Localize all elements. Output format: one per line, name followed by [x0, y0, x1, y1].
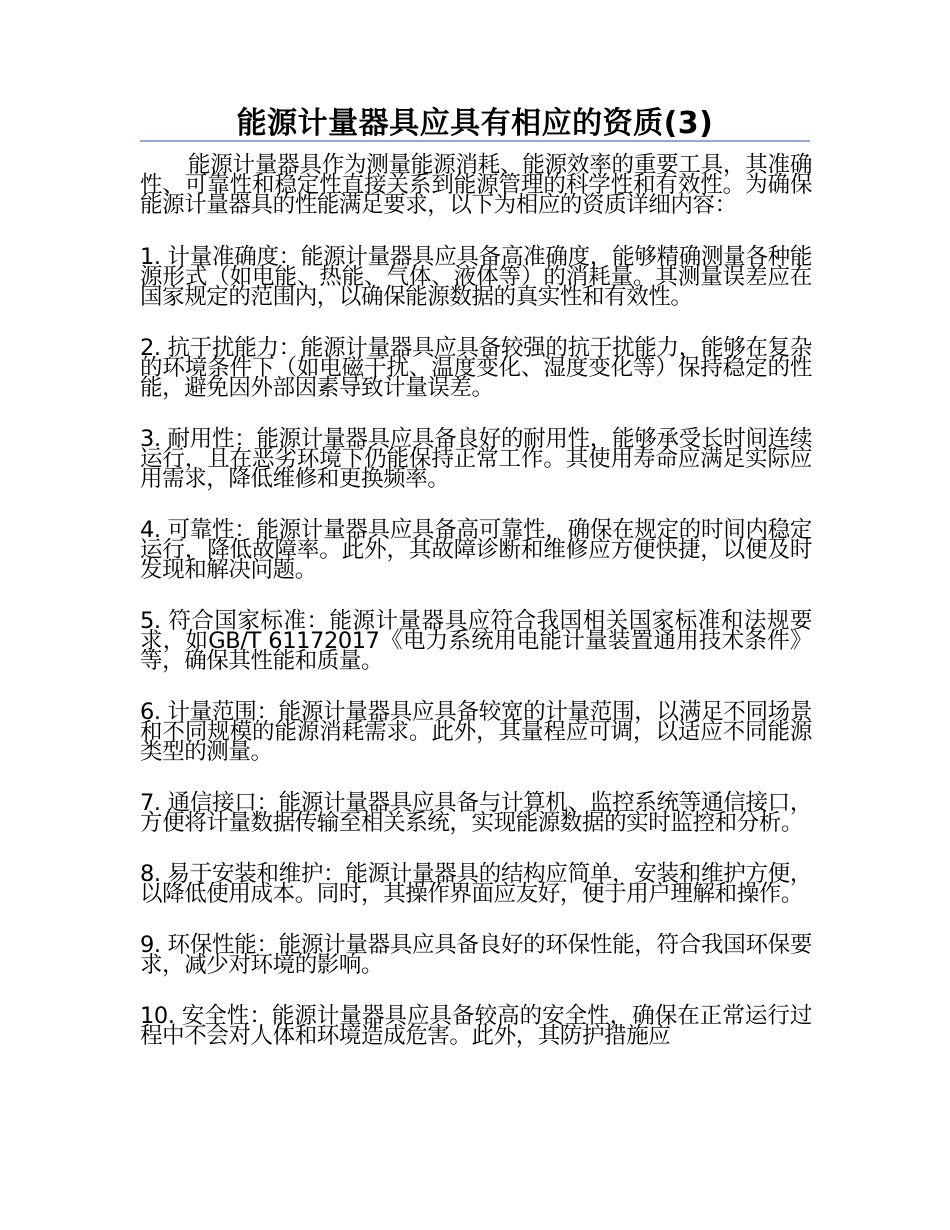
item-safety: 10. 安全性：能源计量器具应具备较高的安全性，确保在正常运行过程中不会对人体和环境造成危害。此外，其防护措施应 — [140, 1003, 812, 1049]
document-content — [140, 152, 812, 1049]
item-anti-interference: 2. 抗干扰能力：能源计量器具应具备较强的抗干扰能力，能够在复杂的环境条件下（如电磁干扰、温度变化、湿度变化等）保持稳定的性能，避免因外部因素导致计量误差。 — [140, 335, 812, 401]
item-installation-maintenance: 8. 易于安装和维护：能源计量器具的结构应简单，安装和维护方便，以降低使用成本。同时，其操作界面应友好，便于用户理解和操作。 — [140, 861, 812, 907]
item-national-standard: 5. 符合国家标准：能源计量器具应符合我国相关国家标准和法规要求，如GB/T 61172017《电力系统用电能计量装置通用技术条件》等，确保其性能和质量。 — [140, 608, 812, 674]
item-communication-interface: 7. 通信接口：能源计量器具应具备与计算机、监控系统等通信接口，方便将计量数据传输至相关系统，实现能源数据的实时监控和分析。 — [140, 790, 812, 836]
item-reliability: 4. 可靠性：能源计量器具应具备高可靠性，确保在规定的时间内稳定运行，降低故障率。此外，其故障诊断和维修应方便快捷，以便及时发现和解决问题。 — [140, 517, 812, 583]
title-underline — [140, 140, 810, 142]
item-environmental: 9. 环保性能：能源计量器具应具备良好的环保性能，符合我国环保要求，减少对环境的影响。 — [140, 932, 812, 978]
item-accuracy: 1. 计量准确度：能源计量器具应具备高准确度，能够精确测量各种能源形式（如电能、热能、气体、液体等）的消耗量。其测量误差应在国家规定的范围内，以确保能源数据的真实性和有效性。 — [140, 244, 812, 310]
intro-paragraph: 能源计量器具作为测量能源消耗、能源效率的重要工具，其准确性、可靠性和稳定性直接关系到能源管理的科学性和有效性。为确保能源计量器具的性能满足要求，以下为相应的资质详细内容： — [140, 152, 812, 218]
document-title: 能源计量器具应具有相应的资质(3) — [236, 106, 714, 141]
item-durability: 3. 耐用性：能源计量器具应具备良好的耐用性，能够承受长时间连续运行，且在恶劣环境下仍能保持正常工作。其使用寿命应满足实际应用需求，降低维修和更换频率。 — [140, 426, 812, 492]
item-measurement-range: 6. 计量范围：能源计量器具应具备较宽的计量范围，以满足不同场景和不同规模的能源消耗需求。此外，其量程应可调，以适应不同能源类型的测量。 — [140, 699, 812, 765]
